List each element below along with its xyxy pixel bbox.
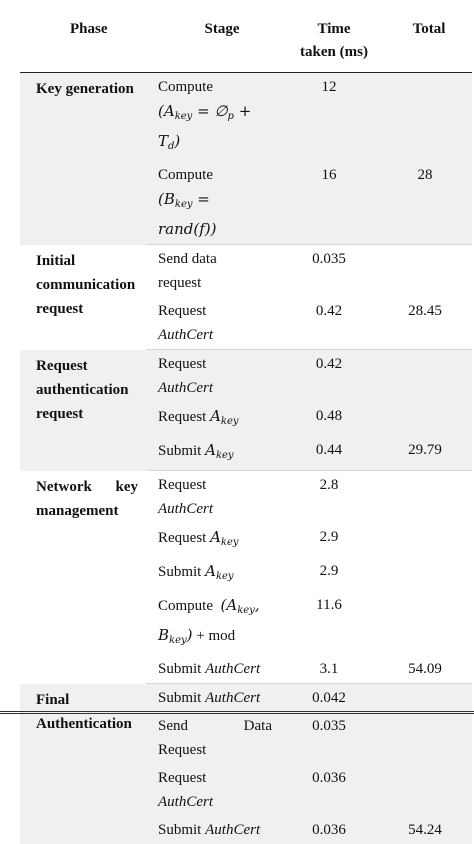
stage-cell: Request AuthCert (146, 471, 282, 524)
phase-request-authentication-request: Request authentication request (20, 350, 146, 471)
header-phase: Phase (20, 12, 146, 73)
stage-cell (146, 73, 282, 162)
time-cell: 16 (282, 161, 386, 245)
stage-word: Compute (158, 167, 213, 183)
header-stage: Stage (146, 12, 282, 73)
stage-word: Compute (158, 79, 213, 95)
time-cell: 0.042 (282, 684, 386, 713)
time-cell: 0.036 (282, 764, 386, 816)
stage-cell: Submit AuthCert (146, 655, 282, 684)
total-cell (386, 402, 472, 436)
total-cell (386, 712, 472, 764)
stage-cell: Submit $A_{key}$ (146, 436, 282, 471)
time-cell: 0.48 (282, 402, 386, 436)
header-total: Total (386, 12, 472, 73)
time-cell: 2.8 (282, 471, 386, 524)
stage-cell: Request $A_{key}$ (146, 523, 282, 557)
total-cell: 29.79 (386, 436, 472, 471)
formula-b-key: ($B_{key}$ = rand(f)) (158, 190, 217, 238)
stage-cell: Request AuthCert (146, 764, 282, 816)
time-cell: 0.44 (282, 436, 386, 471)
table-row (20, 245, 472, 298)
header-time (282, 12, 386, 73)
time-cell: 0.42 (282, 297, 386, 350)
total-cell (386, 245, 472, 298)
phase-final-authentication: Final Authentication (20, 684, 146, 844)
total-cell (386, 764, 472, 816)
table-header-row (20, 12, 472, 73)
phase-key-generation (20, 73, 146, 245)
total-cell: 54.24 (386, 816, 472, 844)
header-time-line2: taken (ms) (300, 44, 368, 60)
time-cell: 2.9 (282, 523, 386, 557)
table-bottom-rule (0, 711, 474, 714)
total-cell (386, 73, 472, 162)
phase-network-key-management: Network key management (20, 471, 146, 684)
stage-cell: Send Data Request (146, 712, 282, 764)
table-row (20, 73, 472, 162)
time-cell: 0.035 (282, 245, 386, 298)
time-cell: 3.1 (282, 655, 386, 684)
total-cell: 28.45 (386, 297, 472, 350)
total-cell (386, 684, 472, 713)
stage-cell: Request AuthCert (146, 297, 282, 350)
stage-cell: Request AuthCert (146, 350, 282, 403)
time-cell: 12 (282, 73, 386, 162)
phase-label: Key generation (36, 81, 134, 97)
time-cell: 0.035 (282, 712, 386, 764)
table-row (20, 684, 472, 713)
total-cell: 28 (386, 161, 472, 245)
total-cell: 54.09 (386, 655, 472, 684)
phase-timing-table (20, 12, 472, 844)
time-cell: 11.6 (282, 591, 386, 655)
phase-initial-communication-request: Initial communication request (20, 245, 146, 350)
time-cell: 0.42 (282, 350, 386, 403)
total-cell (386, 591, 472, 655)
time-cell: 0.036 (282, 816, 386, 844)
total-cell (386, 350, 472, 403)
stage-cell (146, 161, 282, 245)
stage-cell: Request $A_{key}$ (146, 402, 282, 436)
table-row (20, 350, 472, 403)
stage-cell: Submit AuthCert (146, 816, 282, 844)
total-cell (386, 523, 472, 557)
header-time-line1: Time (317, 21, 350, 37)
total-cell (386, 471, 472, 524)
stage-cell: Compute ($A_{key}$, $B_{key}$) + mod (146, 591, 282, 655)
total-cell (386, 557, 472, 591)
time-cell: 2.9 (282, 557, 386, 591)
stage-cell: Submit $A_{key}$ (146, 557, 282, 591)
formula-a-key: ($A_{key}$ = $\emptyset_p$ + $T_d$) (158, 102, 251, 150)
stage-cell: Submit AuthCert (146, 684, 282, 713)
table-row (20, 471, 472, 524)
stage-cell: Send data request (146, 245, 282, 298)
